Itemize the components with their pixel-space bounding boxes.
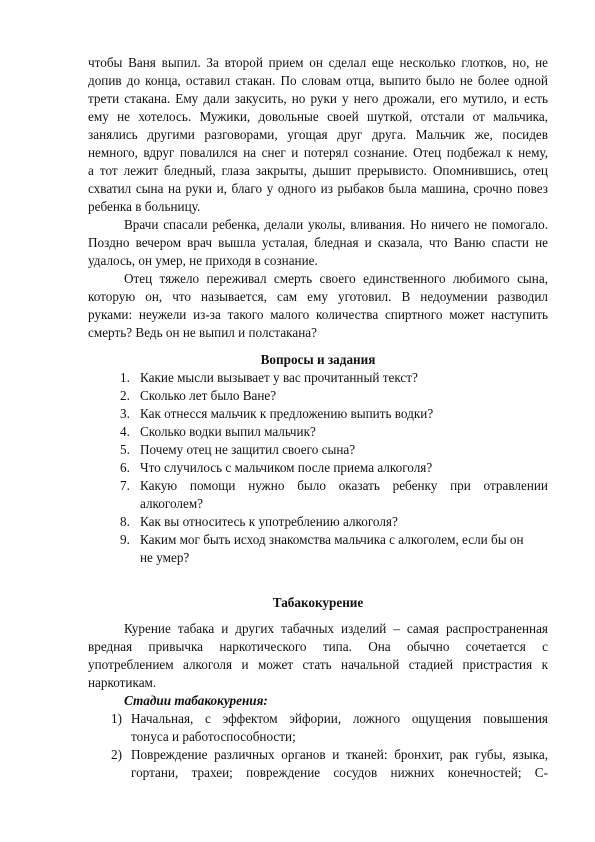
- story-line: немного, вдруг повалился на снег и потерял сознание. Отец подбежал к нему,: [88, 145, 548, 160]
- story-line: допив до конца, оставил стакан. По словам отца, выпито было не более одной: [88, 73, 548, 88]
- intro-line: вредная привычка наркотического типа. Она обычно сочетается с: [88, 639, 548, 654]
- list-item-continuation: тонуса и работоспособности;: [131, 729, 296, 744]
- list-item: 6. Что случилось с мальчиком после приема алкоголя?: [120, 460, 433, 475]
- list-item: 8. Как вы относитесь к употреблению алкоголя?: [120, 514, 398, 529]
- list-item-continuation: алкоголем?: [140, 496, 204, 511]
- list-item: 4. Сколько водки выпил мальчик?: [120, 424, 316, 439]
- list-item: 2) Повреждение различных органов и тканей: бронхит, рак губы, языка,: [111, 747, 548, 762]
- list-item: 3. Как отнесся мальчик к предложению выпить водки?: [120, 406, 434, 421]
- story-line: которую он, что называется, сам ему уготовил. В недоумении разводил: [88, 289, 548, 304]
- story-line: занялись другими разговорами, угощая друг друга. Мальчик же, посидев: [88, 127, 548, 142]
- story-line: а тот лежит бледный, глаза закрыты, дышит прерывисто. Опомнившись, отец: [88, 163, 548, 178]
- list-item-continuation: не умер?: [140, 550, 190, 565]
- intro-line: Курение табака и других табачных изделий – самая распространенная: [124, 621, 548, 636]
- story-line: смерть? Ведь он не выпил и полстакана?: [88, 325, 317, 340]
- list-item-continuation: гортани, трахеи; повреждение сосудов нижних конечностей; С-: [131, 765, 548, 780]
- intro-line: употреблением алкоголя и может стать начальной стадией пристрастия к: [88, 657, 548, 672]
- intro-line: наркотикам.: [88, 675, 157, 690]
- story-line: чтобы Ваня выпил. За второй прием он сделал еще несколько глотков, но, не: [88, 55, 548, 70]
- story-line: схватил сына на руки и, благо у одного из рыбаков была машина, срочно повез: [88, 181, 548, 196]
- section-heading: Табакокурение: [272, 595, 364, 610]
- story-line: ребенка в больницу.: [88, 199, 201, 214]
- stages-heading: Стадии табакокурения:: [124, 693, 268, 708]
- list-item: 1) Начальная, с эффектом эйфории, ложного ощущения повышения: [111, 711, 548, 726]
- list-item: 9. Каким мог быть исход знакомства мальчика с алкоголем, если бы он: [120, 532, 524, 547]
- questions-heading: Вопросы и задания: [260, 352, 376, 367]
- story-line: руками: неужели из-за такого малого количества спиртного может наступить: [88, 307, 548, 322]
- list-item: 7. Какую помощи нужно было оказать ребенку при отравлении: [120, 478, 548, 493]
- story-line: удалось, он умер, не приходя в сознание.: [88, 253, 318, 268]
- list-item: 2. Сколько лет было Ване?: [120, 388, 277, 403]
- list-item: 1. Какие мысли вызывает у вас прочитанный текст?: [120, 370, 418, 385]
- story-line: ему не хотелось. Мужики, довольные своей шуткой, отстали от мальчика,: [88, 109, 548, 124]
- story-line: трети стакана. Ему дали закусить, но руки у него дрожали, его мутило, и есть: [88, 91, 548, 106]
- list-item: 5. Почему отец не защитил своего сына?: [120, 442, 356, 457]
- story-line: Поздно вечером врач вышла усталая, бледная и сказала, что Ваню спасти не: [88, 235, 548, 250]
- story-line: Отец тяжело переживал смерть своего единственного любимого сына,: [124, 271, 548, 286]
- story-line: Врачи спасали ребенка, делали уколы, вливания. Но ничего не помогало.: [124, 217, 548, 232]
